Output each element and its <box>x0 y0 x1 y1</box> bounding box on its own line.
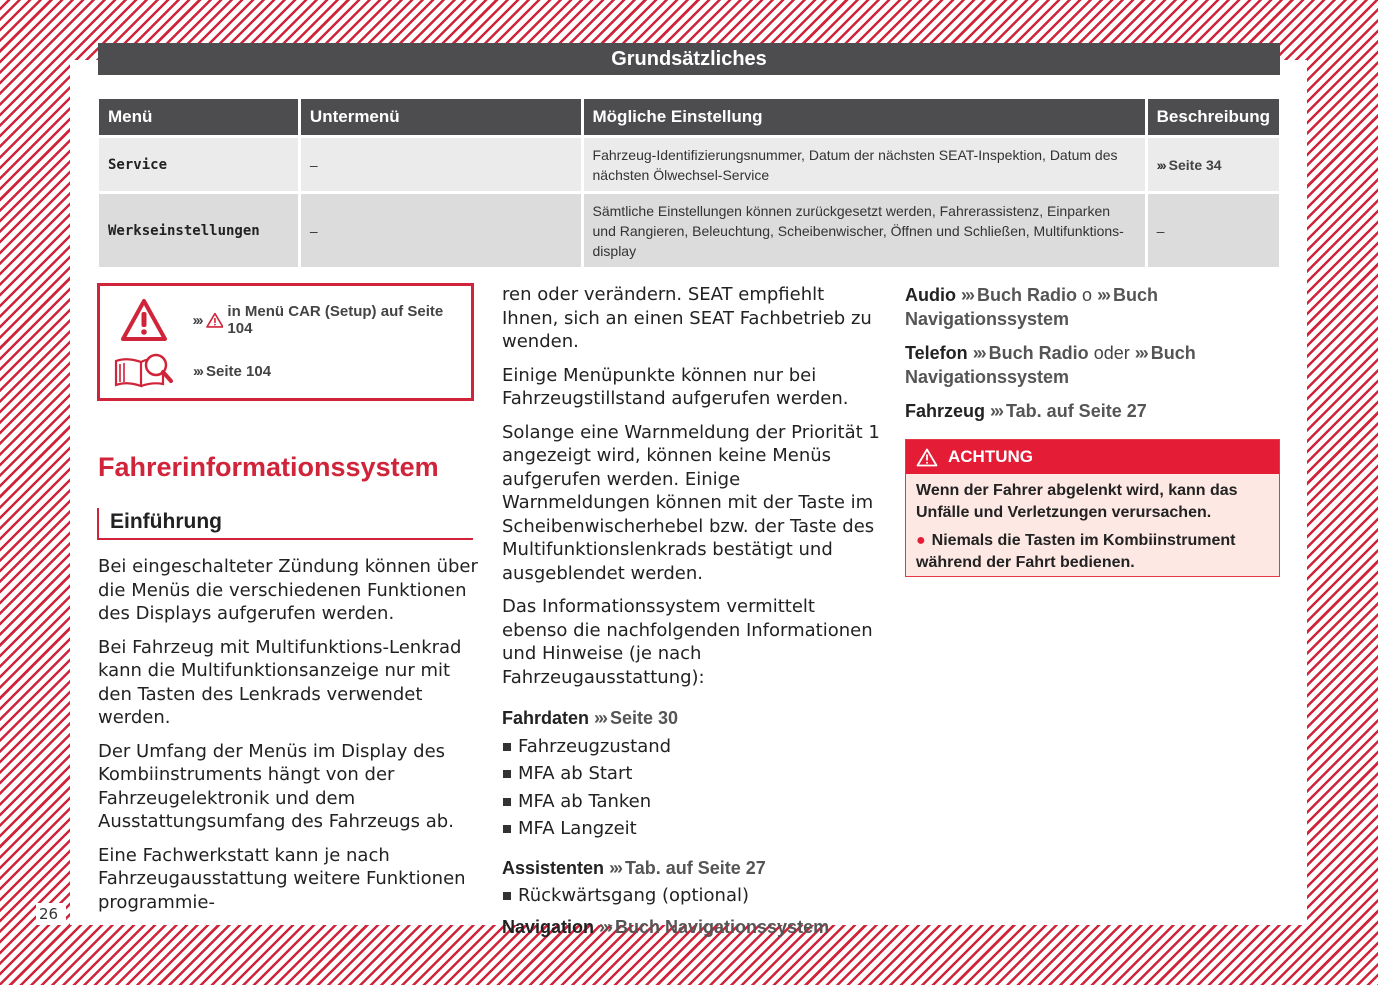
reference-arrow-icon: ››› <box>972 343 985 363</box>
section-label: Fahrzeug <box>905 401 986 421</box>
column-header-submenu: Untermenü <box>301 99 581 135</box>
text-column-2 <box>502 283 882 941</box>
cell-description[interactable] <box>1148 138 1279 191</box>
section-label: Telefon <box>905 343 968 363</box>
paragraph: Der Umfang der Menüs im Display des Kombiinstruments hängt von der Fahrzeugelektronik und dem Ausstattungsumfang des Fahrzeugs ab. <box>98 740 454 832</box>
settings-table <box>96 96 1282 270</box>
reference-text: Buch Navigationssystem <box>905 343 1196 387</box>
section-assistenten <box>502 857 882 881</box>
small-warning-icon <box>206 312 224 328</box>
column-header-description: Beschreibung <box>1148 99 1279 135</box>
page-reference-link[interactable]: Seite 34 <box>1168 156 1222 173</box>
warning-reference-link[interactable] <box>193 303 471 337</box>
text-column-3 <box>905 283 1280 433</box>
warning-box <box>905 439 1280 577</box>
cell-submenu: – <box>301 138 581 191</box>
joiner-text: o <box>1082 285 1093 305</box>
list-item: Rückwärtsgang (optional) <box>502 882 882 910</box>
radio-book-link[interactable] <box>973 343 1089 363</box>
paragraph: Bei eingeschalteter Zündung können über die Menüs die verschiedenen Funktionen des Displays aufgerufen werden. <box>98 556 478 624</box>
paragraph: Eine Fachwerkstatt kann je nach Fahrzeugausstattung weitere Funktionen programmie- <box>98 844 466 913</box>
paragraph: Einige Menüpunkte können nur bei Fahrzeugstillstand aufgerufen werden. <box>502 364 849 409</box>
section-fahrdaten <box>502 707 882 731</box>
section-fahrzeug <box>905 399 1280 423</box>
warning-triangle-icon <box>100 298 188 342</box>
section-telefon <box>905 341 1280 389</box>
reference-box <box>97 283 474 401</box>
reference-text: Buch Navigationssystem <box>905 285 1159 329</box>
chapter-title: Fahrerinformationssystem <box>98 452 439 482</box>
list-item: MFA ab Start <box>502 760 882 788</box>
warning-title: ACHTUNG <box>948 447 1033 466</box>
book-reference-row <box>100 348 271 394</box>
section-audio <box>905 283 1280 331</box>
book-reference-link[interactable] <box>193 363 271 380</box>
table-row <box>99 194 1279 267</box>
section-label: Audio <box>905 285 956 305</box>
warning-reference-row <box>100 294 471 346</box>
paragraph: Bei Fahrzeug mit Multifunktions-Lenkrad kann die Multifunktionsanzeige nur mit den Tasten des Lenkrads verwendet werden. <box>98 636 462 728</box>
section-reference-link[interactable] <box>609 858 766 878</box>
reference-arrow-icon: ››› <box>594 708 607 728</box>
book-magnifier-icon <box>100 351 188 391</box>
paragraph: ren oder verändern. SEAT empfiehlt Ihnen, sich an einen SEAT Fachbetrieb zu wenden. <box>502 284 872 352</box>
joiner-text: oder <box>1093 343 1130 363</box>
reference-arrow-icon: ››› <box>961 285 973 305</box>
list-item: MFA ab Tanken <box>502 788 882 816</box>
reference-text: Seite 30 <box>610 708 679 728</box>
list-item: MFA Langzeit <box>502 815 882 843</box>
list-item: Fahrzeugzustand <box>502 733 882 761</box>
book-reference-text: Seite 104 <box>206 362 272 380</box>
cell-description: – <box>1148 194 1279 267</box>
assistenten-list <box>502 882 882 910</box>
fahrdaten-list <box>502 733 882 843</box>
reference-arrow-icon: ››› <box>1134 343 1147 363</box>
text-column-1 <box>98 555 478 924</box>
section-label: Assistenten <box>502 857 605 878</box>
cell-submenu: – <box>301 194 581 267</box>
column-header-setting: Mögliche Einstellung <box>584 99 1145 135</box>
radio-book-link[interactable] <box>961 285 1077 305</box>
paragraph: Das Informationssystem vermittelt ebenso die nachfolgenden Informationen und Hinweise (je nach Fahrzeugausstattung): <box>502 596 873 688</box>
warning-body <box>906 474 1279 586</box>
paragraph: Solange eine Warnmeldung der Priorität 1 angezeigt wird, können keine Menüs aufgerufen werden. Einige Warnmeldungen können mit der Taste im Scheibenwischerhebel bzw. der Taste des Multifunktionslenkrads bestätigt und ausgeblendet werden. <box>502 421 880 584</box>
section-reference-link[interactable] <box>599 917 829 937</box>
warning-triangle-icon <box>916 448 938 467</box>
reference-text: Buch Navigationssystem <box>615 916 830 937</box>
section-label: Navigation <box>502 916 595 937</box>
reference-arrow-icon: ››› <box>599 916 612 937</box>
warning-text: Wenn der Fahrer abgelenkt wird, kann das Unfälle und Verletzungen verursachen. <box>916 482 1238 521</box>
reference-arrow-icon: ››› <box>192 311 202 329</box>
warning-bullet <box>916 530 1269 573</box>
cell-menu: Service <box>99 138 298 191</box>
reference-arrow-icon: ››› <box>990 401 1003 421</box>
section-reference-link[interactable] <box>990 401 1147 421</box>
reference-arrow-icon: ››› <box>1156 156 1165 173</box>
page-number: 26 <box>36 903 66 925</box>
section-subtitle: Einführung <box>97 508 473 540</box>
table-header-row <box>99 99 1279 135</box>
reference-text: Tab. auf Seite 27 <box>625 857 766 878</box>
warning-reference-text: in Menü CAR (Setup) auf Seite 104 <box>227 303 444 337</box>
reference-arrow-icon: ››› <box>1097 285 1110 305</box>
reference-text: Tab. auf Seite 27 <box>1006 401 1147 421</box>
warning-header <box>906 440 1279 474</box>
reference-arrow-icon: ››› <box>609 857 622 878</box>
cell-setting: Sämtliche Einstellungen können zurückgesetzt werden, Fahrerassistenz, Einparken und Rangieren, Beleuchtung, Scheibenwischer, Öffnen und Schließen, Multifunktions-display <box>584 194 1145 267</box>
cell-setting: Fahrzeug-Identifizierungsnummer, Datum der nächsten SEAT-Inspektion, Datum des nächsten Ölwechsel-Service <box>584 138 1145 191</box>
cell-menu: Werkseinstellungen <box>99 194 298 267</box>
reference-text: Buch Radio <box>977 285 1078 305</box>
section-title-bar: Grundsätzliches <box>98 43 1280 75</box>
reference-arrow-icon: ››› <box>193 362 202 380</box>
reference-text: Buch Radio <box>988 343 1089 363</box>
section-reference-link[interactable] <box>594 708 678 728</box>
section-navigation <box>502 916 882 940</box>
bullet-dot-icon: ● <box>916 532 926 549</box>
column-header-menu: Menü <box>99 99 298 135</box>
table-row <box>99 138 1279 191</box>
section-label: Fahrdaten <box>502 708 590 728</box>
warning-bullet-text: Niemals die Tasten im Kombiinstrument während der Fahrt bedienen. <box>916 532 1236 571</box>
